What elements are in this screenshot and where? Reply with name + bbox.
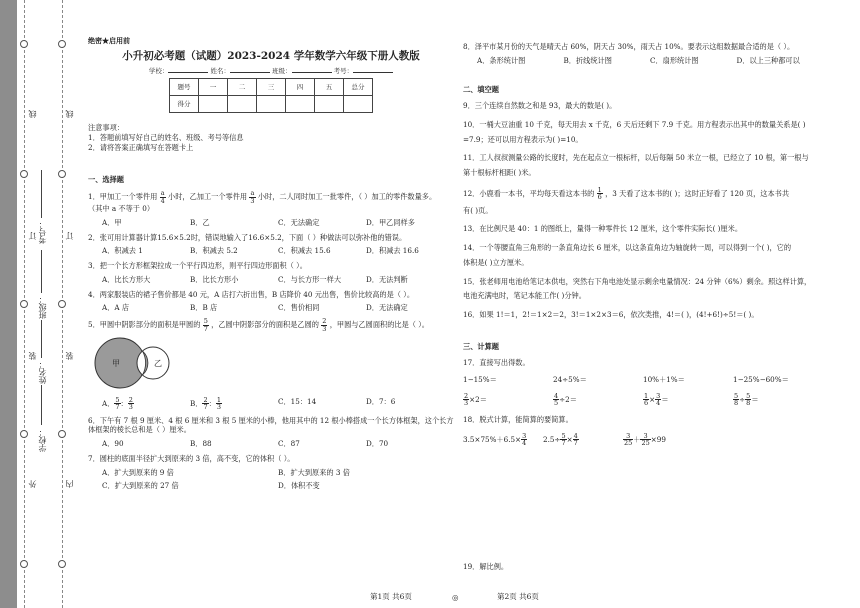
gutter-outer-label: 装 [28,352,37,360]
fraction [573,433,579,447]
question-16: 16．如果 1!＝1，2!＝1×2＝2，3!＝1×2×3＝6，依次类推，4!＝( )，(4!+6!)÷5!＝( )。 [463,310,759,320]
calc-item [543,433,623,447]
numerator: 5 [746,391,751,400]
info-blank[interactable] [353,72,393,73]
calc-text: ×2＝ [469,394,487,404]
notes-title: 注意事项： [88,123,124,133]
options [88,275,454,285]
option[interactable]: A．90 [102,439,124,449]
fraction [216,397,222,411]
score-cell[interactable] [257,96,286,113]
calc-text: ×99 [650,434,666,444]
page-number-left: 第1页 共6页 [370,592,412,601]
score-cell: 一 [199,79,228,96]
numerator: 2 [128,395,133,404]
numerator: a [160,189,165,198]
fraction [160,190,166,204]
option[interactable]: C．15：14 [278,396,317,406]
denominator: 4 [160,196,165,205]
fraction [521,433,527,447]
option[interactable] [102,397,190,411]
q-text: ，3 天看了这本书的( )；这时正好看了 120 页，这本书共 [605,188,790,198]
denominator: 6 [597,193,602,202]
denominator: 3 [250,196,255,205]
question-14 [463,243,823,267]
denominator: 8 [746,399,751,408]
fraction [623,433,633,447]
numerator: 1 [644,391,649,400]
calc-text: 2.5÷ [543,434,561,444]
option[interactable]: D．体积不变 [278,481,320,491]
venn-label-a: 甲 [112,359,120,368]
hole-circle [20,430,28,438]
exam-number-field: 考号： [38,220,47,244]
denominator: 25 [641,439,650,448]
score-cell: 四 [286,79,315,96]
denominator: 3 [322,324,327,333]
name-field: 姓名： [38,360,47,384]
gutter-inner-label: 内 [65,480,74,488]
class-field: 班级： [38,295,47,319]
question-11 [463,153,823,177]
numerator: 1 [216,395,221,404]
score-cell[interactable] [199,96,228,113]
q-text: ，乙圆中阴影部分的面积是乙圆的 [211,320,319,329]
numerator: a [250,189,255,198]
numerator: 5 [734,391,739,400]
option[interactable]: B．折线统计图 [563,55,612,65]
denominator: 7 [573,439,578,448]
option[interactable]: C．积减去 15.6 [278,246,331,256]
question-8 [463,42,823,65]
numerator: 2 [464,391,469,400]
question-17: 17．直接写出得数。 [463,357,530,367]
option[interactable]: B．扩大到原来的 3 倍 [278,467,350,477]
calc-item: 24÷5%＝ [553,375,587,385]
option[interactable]: A．A 店 [102,303,130,313]
option[interactable]: D．积减去 16.6 [366,246,419,256]
school-field: 学校： [38,428,47,452]
option-label: B． [190,398,203,408]
calc-text: ＋ [633,434,641,444]
venn-diagram [92,336,182,390]
q-text: 11．工人叔叔测量公路的长度时，先在起点立一根标杆，以后每隔 50 米立一根，已经立了 10 根，第一根与 [463,153,809,163]
q-text: =7.9；还可以用方程表示为( )=10。 [463,134,583,144]
q-text: 有( )页。 [463,205,493,215]
score-cell: 二 [228,79,257,96]
score-value-row [170,96,373,113]
calc-text: ÷ [739,394,746,404]
options [88,246,454,256]
score-cell: 三 [257,79,286,96]
question-6 [88,416,454,449]
q-text: ，甲圆与乙圆面积的比是（ ）。 [329,320,429,329]
q-text: 15．张老师用电池给笔记本供电，突然右下角电池处显示剩余电量情况：24 分钟（6%）剩余。照这样计算， [463,276,812,286]
hole-circle [20,40,28,48]
score-cell: 得分 [170,96,199,113]
note-item: 2．请将答案正确填写在答题卡上 [88,142,194,152]
calc-text: × [649,394,656,404]
question-2 [88,233,454,256]
calc-item [463,433,543,447]
denominator: 8 [734,399,739,408]
denominator: 4 [522,439,527,448]
q-text: 6．下午有 7 根 9 厘米、4 根 6 厘米和 3 根 5 厘米的小棒，他用其中的 12 根小棒搭成一个长方体框架，这个长方体框架的棱长总和是（ ）厘米。 [88,415,454,435]
calc-item [623,433,703,447]
q-text: 10．一桶大豆油重 10 千克，每天用去 x 千克，6 天后还剩下 7.9 千克。用方程表示出其中的数量关系是( ) [463,119,806,129]
options [88,303,454,313]
left-page [88,36,454,491]
binding-gutter [0,0,74,608]
option[interactable]: A．积减去 1 [102,246,143,256]
options [88,468,454,491]
question-9: 9．三个连续自然数之和是 93，最大的数是( )。 [463,101,617,111]
option[interactable]: D．70 [366,439,389,449]
denominator: 3 [216,403,221,412]
q-text: 7．圆柱的底面半径扩大到原来的 3 倍，高不变，它的体积（ ）。 [88,453,295,463]
gutter-outer-label: 线 [28,110,37,118]
option[interactable]: A．条形统计图 [477,55,526,65]
student-info-line [88,67,454,76]
field-line [41,170,42,218]
question-18: 18．脱式计算，能简算的要简算。 [463,414,573,424]
option[interactable]: D．以上三种都可以 [736,55,800,65]
circle-b [137,347,169,379]
option[interactable]: D．甲乙同样多 [366,217,415,227]
numerator: 3 [640,433,650,441]
option[interactable]: B．88 [190,439,212,449]
options [463,56,823,66]
info-label: 班级： [272,66,292,75]
q-text: 2．张可用计算器计算15.6×5.2时，错误地输入了16.6×5.2，下面（ ）种做法可以弥补他的错误。 [88,232,407,242]
gutter-outer-label: 订 [28,232,37,240]
denominator: 7 [203,324,208,333]
colon: ： [208,398,216,408]
info-blank[interactable] [230,72,270,73]
question-19: 19．解比例。 [463,562,509,571]
q-text: 4．两家服装店的裙子售价都是 40 元，A 店打六折出售，B 店降价 40 元出售，售价比较高的是（ ）。 [88,289,415,299]
fraction [321,318,327,332]
denominator: 7 [203,403,208,412]
fraction [249,190,255,204]
field-line [41,320,42,358]
score-cell[interactable] [286,96,315,113]
numerator: 5 [561,431,566,440]
info-blank[interactable] [168,72,208,73]
option[interactable]: B．B 店 [190,303,218,313]
gutter-inner-label: 装 [65,352,74,360]
calc-item [643,393,733,407]
question-4 [88,290,454,313]
colon: ： [120,398,128,408]
fraction [640,433,650,447]
hole-circle [20,300,28,308]
calc-text: 3.5×75%＋6.5× [463,434,522,444]
numerator: 1 [597,185,602,194]
denominator: 7 [115,403,120,412]
notes-block [88,123,454,152]
section-title: 三、计算题 [463,341,499,351]
denominator: 4 [656,399,661,408]
option[interactable]: C．无法确定 [278,217,320,227]
numerator: 5 [203,317,208,325]
denominator: 25 [624,439,633,448]
note-item: 1．答题前填写好自己的姓名、班级、考号等信息 [88,133,244,143]
score-cell: 五 [315,79,344,96]
center-mark: ◎ [452,593,459,602]
option[interactable]: A．比长方形大 [102,274,151,284]
calc-item [463,393,553,407]
calc-item: 10%＋1%＝ [643,375,685,385]
score-cell: 题号 [170,79,199,96]
calc-text: ÷2＝ [559,394,577,404]
score-cell[interactable] [228,96,257,113]
question-5 [88,318,454,411]
gutter-outer-label: 外 [28,480,37,488]
q-text: 小时，乙加工一个零件用 [168,192,248,202]
question-15 [463,277,823,301]
option[interactable] [190,397,278,411]
score-cell[interactable] [344,96,373,113]
q-note: （其中 a 不等于 0） [88,204,155,214]
gutter-inner-label: 订 [65,232,74,240]
fraction [203,318,209,332]
right-page [463,42,823,447]
q-text: 8．泽平市某月份的天气是晴天占 60%，阴天占 30%，雨天占 10%。要表示这组数据最合适的是（ ）。 [463,42,795,51]
option[interactable]: B．比长方形小 [190,274,239,284]
numerator: 2 [322,317,327,325]
question-13: 13．在比例尺是 40：1 的图纸上，量得一种零件长 12 厘米，这个零件实际长( )厘米。 [463,224,743,234]
q-text: 1．甲加工一个零件用 [88,192,158,202]
score-cell: 总分 [344,79,373,96]
calc-row [463,433,823,447]
section-title: 一、选择题 [88,174,124,184]
option[interactable]: A．扩大到原来的 9 倍 [102,467,174,477]
q-text: 14．一个等腰直角三角形的一条直角边长 6 厘米，以这条直角边为轴旋转一周，可以得到一个( )，它的 [463,243,792,253]
question-12 [463,187,823,216]
option[interactable]: D．无法确定 [366,303,408,313]
calc-item [553,393,643,407]
options [88,439,454,449]
calc-item [733,393,823,407]
score-header-row [170,79,373,96]
q-text: 5．甲圆中阴影部分的面积是甲圆的 [88,320,201,329]
option[interactable]: D．7：6 [366,396,396,406]
numerator: 4 [554,391,559,400]
hole-circle [58,170,66,178]
question-7 [88,454,454,491]
option[interactable]: C．87 [278,439,300,449]
page-number-right: 第2页 共6页 [497,592,539,601]
option[interactable]: A．甲 [102,217,122,227]
option[interactable]: B．乙 [190,217,210,227]
field-line [41,250,42,293]
fraction [597,187,603,201]
hole-circle [58,300,66,308]
q-text: 电池充满电时，笔记本能工作( )分钟。 [463,291,586,301]
question-3 [88,261,454,284]
option-label: A． [102,398,115,408]
q-text: 3．把一个长方形框架拉成一个平行四边形，则平行四边形面积（ ）。 [88,261,307,271]
q-text: 小时，二人同时加工一批零件，（ ）加工的零件数量多。 [257,192,437,202]
q-text: 体积是( )立方厘米。 [463,257,529,267]
denominator: 5 [554,399,559,408]
numerator: 5 [115,395,120,404]
section-title: 二、填空题 [463,85,499,95]
denominator: 3 [464,399,469,408]
score-cell[interactable] [315,96,344,113]
option[interactable]: D．无法判断 [366,274,408,284]
calc-text: ＝ [661,394,669,404]
fraction [128,397,134,411]
question-1 [88,190,454,227]
confidential-label: 绝密★启用前 [88,36,130,45]
hole-circle [58,430,66,438]
calc-text: × [566,434,573,444]
gutter-strip [0,0,17,608]
info-blank[interactable] [292,72,332,73]
hole-circle [20,170,28,178]
numerator: 3 [623,433,633,441]
info-label: 考号： [333,66,354,75]
calc-item: 1−15%＝ [463,375,497,385]
options [88,397,454,411]
numerator: 4 [573,431,578,440]
option[interactable]: C．扇形统计图 [650,55,699,65]
score-table [169,78,373,113]
options [88,218,454,228]
q-text: 12．小鹿看一本书，平均每天看这本书的 [463,188,595,198]
option[interactable]: C．与长方形一样大 [278,274,342,284]
calc-row [463,393,823,407]
calc-row [463,375,823,385]
calc-text: ＝ [751,394,759,404]
question-10 [463,120,823,144]
denominator: 3 [128,403,133,412]
option[interactable]: C．售价相同 [278,303,320,313]
info-label: 姓名： [210,66,230,75]
option[interactable]: B．积减去 5.2 [190,246,238,256]
venn-label-b: 乙 [154,359,162,368]
info-label: 学校： [148,66,169,75]
exam-title: 小升初必考题（试题）2023-2024 学年数学六年级下册人教版 [122,50,420,63]
hole-circle [58,560,66,568]
calc-item: 1−25%−60%＝ [733,375,789,385]
numerator: 3 [656,391,661,400]
option[interactable]: C．扩大到原来的 27 倍 [102,481,179,491]
field-line [41,385,42,425]
denominator: 6 [644,399,649,408]
q-text: 第十根标杆相距( )米。 [463,168,536,178]
numerator: 3 [522,431,527,440]
gutter-inner-label: 线 [65,110,74,118]
denominator: 7 [561,439,566,448]
hole-circle [20,560,28,568]
hole-circle [58,40,66,48]
numerator: 2 [203,395,208,404]
